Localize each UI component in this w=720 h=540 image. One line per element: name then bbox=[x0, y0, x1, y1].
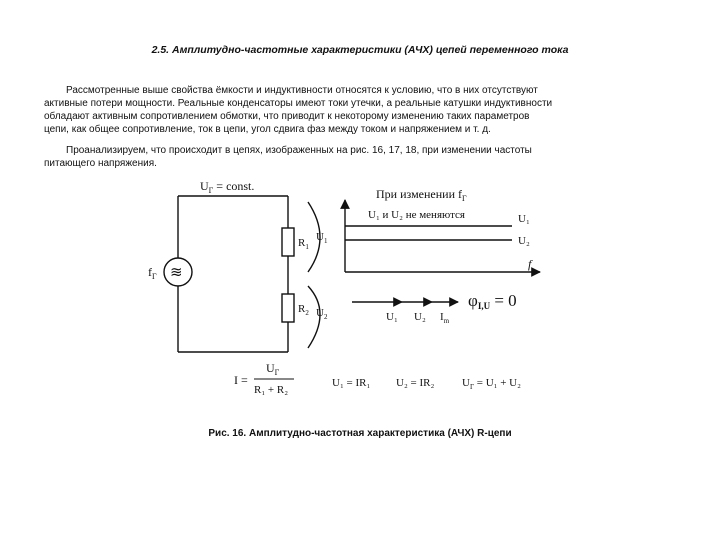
r2-label: $R_2$ bbox=[298, 303, 309, 317]
phase-equation: φI,U = 0 bbox=[468, 291, 517, 311]
formula-ug: $U_Г = U_1 + U_2$ bbox=[462, 377, 521, 391]
resistor-r1 bbox=[282, 228, 294, 256]
vector-label-im: $I_m$ bbox=[440, 311, 450, 325]
section-heading: 2.5. Амплитудно-частотные характеристики (АЧХ) цепей переменного тока bbox=[151, 44, 569, 56]
paragraph-line: Проанализируем, что происходит в цепях, изображенных на рис. 16, 17, 18, при изменении частоты bbox=[66, 145, 532, 156]
u1-label: $U_1$ bbox=[316, 231, 328, 245]
figure-caption: Рис. 16. Амплитудно-частотная характеристика (АЧХ) R-цепи bbox=[208, 428, 512, 439]
source-voltage-label: $U_Г$ = const. bbox=[200, 179, 255, 195]
formula-i-denominator: R₁ + R₂ bbox=[254, 384, 289, 396]
circuit-diagram bbox=[164, 196, 320, 352]
graph-axis-f-label: f bbox=[528, 257, 532, 271]
paragraph-line: обладают активным сопротивлением обмотки, что приводит к некоторому изменению таких параметров bbox=[44, 111, 530, 122]
graph-note-line2: U₁ и U₂ не меняются bbox=[368, 209, 465, 221]
paragraph-line: питающего напряжения. bbox=[44, 158, 157, 169]
vector-label-u1: U₁ bbox=[386, 311, 398, 323]
graph-label-u2: U₂ bbox=[518, 235, 530, 247]
formula-i-lhs: I = bbox=[234, 373, 248, 387]
formula-i-numerator: $U_Г$ bbox=[266, 361, 280, 377]
u2-label: $U_2$ bbox=[316, 307, 328, 321]
graph-label-u1: U₁ bbox=[518, 213, 530, 225]
paragraph-line: Рассмотренные выше свойства ёмкости и индуктивности относятся к условию, что в них отсутствуют bbox=[66, 85, 538, 96]
paragraph-line: цепи, как общее сопротивление, ток в цепи, угол сдвига фаз между током и напряжением и т. д. bbox=[44, 124, 491, 135]
graph-note-line1: При изменении $f_Г$ bbox=[376, 187, 467, 203]
formula-u2: U₂ = IR₂ bbox=[396, 377, 435, 389]
paragraph-line: активные потери мощности. Реальные конденсаторы имеют токи утечки, а реальные катушки индуктивности bbox=[44, 98, 553, 109]
resistor-r2 bbox=[282, 294, 294, 322]
formula-u1: U₁ = IR₁ bbox=[332, 377, 371, 389]
r1-label: $R_1$ bbox=[298, 237, 309, 251]
vector-label-u2: U₂ bbox=[414, 311, 426, 323]
source-frequency-label: $f_Г$ bbox=[148, 265, 157, 281]
ac-source-symbol: ≋ bbox=[170, 265, 183, 281]
